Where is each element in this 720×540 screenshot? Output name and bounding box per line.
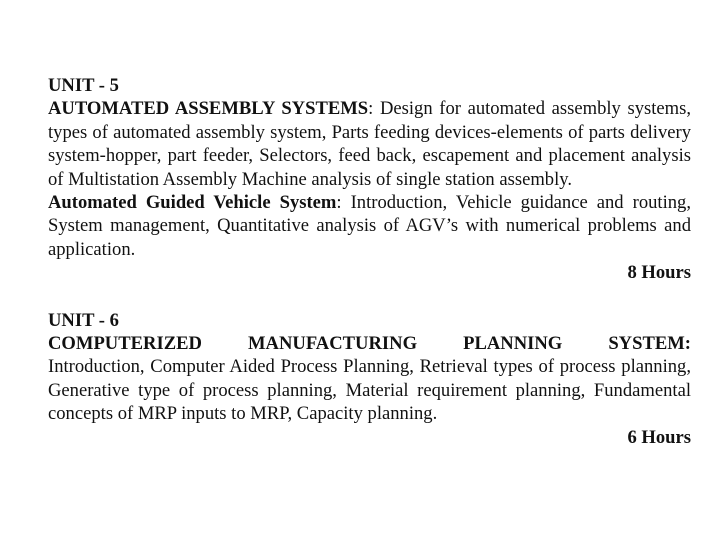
unit-6-heading: COMPUTERIZED MANUFACTURING PLANNING SYSTEM: xyxy=(48,333,691,355)
unit-5-paragraph-1 xyxy=(48,97,691,191)
unit-6-title: UNIT - 6 xyxy=(48,309,119,331)
unit-5-hours: 8 Hours xyxy=(627,262,691,284)
unit-5-heading-text: : Design for automated assembly systems, types of automated assembly system, Parts feeding devices-elements of parts delivery system-hopper, part feeder, Selectors, feed back, escapement and placement analysis of Multistation Assembly Machine analysis of single station assembly. xyxy=(48,98,691,190)
unit-6-paragraph: Introduction, Computer Aided Process Planning, Retrieval types of process planning, Generative type of process planning, Material requirement planning, Fundamental concepts of MRP inputs to MRP, Capacity planning. xyxy=(48,356,691,425)
unit-5-paragraph-2 xyxy=(48,191,691,261)
unit-6-hours: 6 Hours xyxy=(627,426,691,448)
unit-5-title: UNIT - 5 xyxy=(48,75,119,96)
syllabus-page xyxy=(48,74,691,449)
unit-6-section xyxy=(48,309,691,449)
unit-5-subheading-text: : Introduction, Vehicle guidance and routing, System management, Quantitative analysis of AGV’s with numerical problems and application. xyxy=(48,192,691,260)
section-spacer xyxy=(48,285,691,309)
unit-5-section xyxy=(48,74,691,285)
unit-5-heading: AUTOMATED ASSEMBLY SYSTEMS xyxy=(48,98,369,120)
unit-5-subheading: Automated Guided Vehicle System xyxy=(48,192,337,214)
